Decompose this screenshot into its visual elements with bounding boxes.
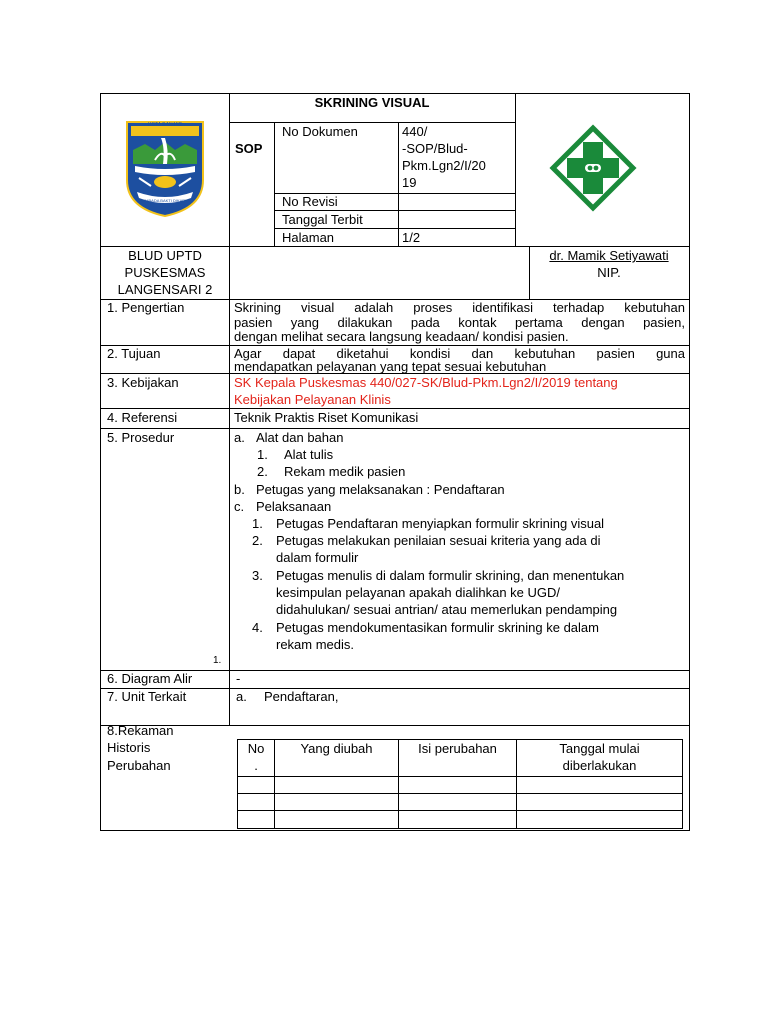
prosedur-a-marker: a. (234, 430, 245, 445)
prosedur-c3-line-1: Petugas menulis di dalam formulir skrining, dan menentukan (276, 568, 625, 583)
no-dokumen-label: No Dokumen (282, 124, 358, 139)
pengertian-line-2: pasien yang dilakukan pada kontak pertama dengan pasien, (234, 315, 685, 330)
sop-label: SOP (235, 141, 263, 156)
kebijakan-line-2: Kebijakan Pelayanan Klinis (234, 392, 391, 407)
tujuan-label: 2. Tujuan (107, 346, 161, 361)
sop-document (100, 93, 690, 831)
divider (238, 810, 682, 811)
prosedur-label: 5. Prosedur (107, 430, 175, 445)
org-line-1: BLUD UPTD (128, 248, 202, 263)
pengertian-line-3: dengan melihat secara langsung keadaan/ kondisi pasien. (234, 329, 569, 344)
pengertian-line-1: Skrining visual adalah proses identifikasi terhadap kebutuhan (234, 300, 685, 315)
puskesmas-cross-icon (549, 124, 637, 212)
prosedur-c-text: Pelaksanaan (256, 499, 332, 514)
prosedur-b-marker: b. (234, 482, 245, 497)
pengertian-label: 1. Pengertian (107, 300, 185, 315)
org-line-2: PUSKESMAS (124, 265, 206, 280)
document-title: SKRINING VISUAL (314, 95, 430, 110)
divider (238, 776, 682, 777)
prosedur-c4-line-1: Petugas mendokumentasikan formulir skrining ke dalam (276, 620, 599, 635)
halaman-value: 1/2 (402, 230, 421, 245)
halaman-label: Halaman (282, 230, 335, 245)
divider (229, 299, 230, 725)
rekaman-label-2: Historis (107, 740, 151, 755)
divider (101, 428, 689, 429)
tanggal-terbit-label: Tanggal Terbit (282, 212, 363, 227)
divider (238, 793, 682, 794)
header-yang-diubah: Yang diubah (300, 741, 373, 756)
signer-name: dr. Mamik Setiyawati (549, 248, 669, 263)
diagram-text: - (236, 671, 241, 686)
rekaman-label-1: 8.Rekaman (107, 723, 174, 738)
diagram-label: 6. Diagram Alir (107, 671, 193, 686)
divider (229, 94, 230, 246)
emblem-top-text: KOTA BANJAR (147, 122, 183, 128)
divider (229, 122, 515, 123)
kebijakan-line-1: SK Kepala Puskesmas 440/027-SK/Blud-Pkm.Lgn2/I/2019 tentang (234, 375, 618, 390)
history-table (237, 739, 683, 829)
prosedur-a1-number: 1. (257, 447, 268, 462)
header-tanggal-1: Tanggal mulai (559, 741, 640, 756)
divider (101, 688, 689, 689)
tujuan-line-1: Agar dapat diketahui kondisi dan kebutuhan pasien guna (234, 346, 685, 361)
emblem-icon (125, 120, 205, 218)
unit-text: Pendaftaran, (264, 689, 339, 704)
prosedur-c3-line-3: didahulukan/ sesuai antrian/ atau memerlukan pendamping (276, 602, 618, 617)
prosedur-a2-number: 2. (257, 464, 268, 479)
prosedur-c2-number: 2. (252, 533, 263, 548)
divider (515, 94, 516, 246)
prosedur-a2-text: Rekam medik pasien (284, 464, 406, 479)
prosedur-c3-number: 3. (252, 568, 263, 583)
prosedur-c2-line-2: dalam formulir (276, 550, 359, 565)
no-dokumen-value-3: Pkm.Lgn2/I/20 (402, 158, 486, 173)
prosedur-a-text: Alat dan bahan (256, 430, 344, 445)
prosedur-c1-line-1: Petugas Pendaftaran menyiapkan formulir skrining visual (276, 516, 605, 531)
header-tanggal-2: diberlakukan (562, 758, 637, 773)
puskesmas-logo (549, 124, 637, 212)
signer-nip: NIP. (597, 265, 621, 280)
referensi-text: Teknik Praktis Riset Komunikasi (234, 410, 419, 425)
kota-banjar-emblem (125, 120, 205, 218)
rekaman-label-3: Perubahan (107, 758, 171, 773)
unit-marker: a. (236, 689, 247, 704)
kebijakan-label: 3. Kebijakan (107, 375, 179, 390)
header-no-dot: . (254, 758, 258, 773)
prosedur-a1-text: Alat tulis (284, 447, 334, 462)
no-dokumen-value-2: -SOP/Blud- (402, 141, 468, 156)
emblem-bottom-text: SEMBADA BAKTI DIKARYA (139, 198, 191, 203)
no-revisi-label: No Revisi (282, 194, 338, 209)
prosedur-c1-number: 1. (252, 516, 263, 531)
tujuan-line-2: mendapatkan pelayanan yang tepat sesuai kebutuhan (234, 359, 547, 374)
prosedur-c4-line-2: rekam medis. (276, 637, 355, 652)
stray-number: 1. (213, 655, 222, 666)
org-line-3: LANGENSARI 2 (117, 282, 213, 297)
divider (101, 725, 689, 726)
prosedur-c3-line-2: kesimpulan pelayanan apakah dialihkan ke UGD/ (276, 585, 561, 600)
referensi-label: 4. Referensi (107, 410, 178, 425)
divider (229, 246, 230, 299)
no-dokumen-value-1: 440/ (402, 124, 428, 139)
prosedur-c2-line-1: Petugas melakukan penilaian sesuai kriteria yang ada di (276, 533, 601, 548)
prosedur-c-marker: c. (234, 499, 245, 514)
header-no: No (247, 741, 265, 756)
header-isi-perubahan: Isi perubahan (418, 741, 497, 756)
prosedur-c4-number: 4. (252, 620, 263, 635)
unit-label: 7. Unit Terkait (107, 689, 187, 704)
prosedur-b-text: Petugas yang melaksanakan : Pendaftaran (256, 482, 505, 497)
no-dokumen-value-4: 19 (402, 175, 417, 190)
